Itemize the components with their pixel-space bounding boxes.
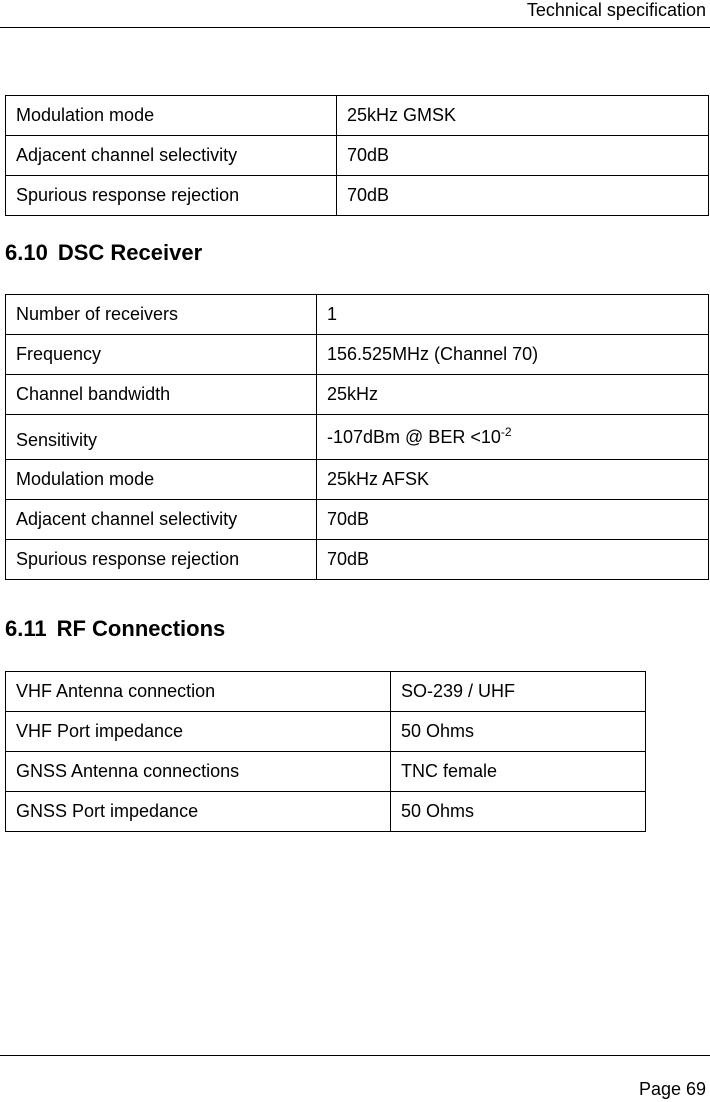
spec-value: TNC female	[391, 752, 646, 792]
table-row	[6, 500, 709, 540]
spec-value: 70dB	[317, 540, 709, 580]
spec-value: 25kHz	[317, 375, 709, 415]
modulation-spec-table	[5, 95, 709, 216]
table-row	[6, 672, 646, 712]
spec-value: 70dB	[317, 500, 709, 540]
table-row	[6, 375, 709, 415]
section-heading-dsc-receiver	[5, 240, 202, 266]
spec-label: VHF Port impedance	[6, 712, 391, 752]
sensitivity-exponent: -2	[500, 424, 512, 439]
spec-label: Adjacent channel selectivity	[6, 136, 337, 176]
spec-value: 70dB	[337, 176, 709, 216]
section-number: 6.11	[5, 616, 47, 641]
table-row	[6, 136, 709, 176]
section-title: RF Connections	[56, 616, 226, 641]
table-row	[6, 295, 709, 335]
header-divider	[0, 27, 710, 28]
spec-value: SO-239 / UHF	[391, 672, 646, 712]
spec-value: 25kHz GMSK	[337, 96, 709, 136]
table-row	[6, 335, 709, 375]
spec-label: Spurious response rejection	[6, 540, 317, 580]
spec-value: 50 Ohms	[391, 792, 646, 832]
section-title: DSC Receiver	[57, 240, 203, 265]
table-row	[6, 176, 709, 216]
table-row	[6, 96, 709, 136]
spec-label: VHF Antenna connection	[6, 672, 391, 712]
section-number: 6.10	[5, 240, 48, 265]
spec-label	[6, 415, 317, 460]
spec-value	[317, 415, 709, 460]
spec-label: Number of receivers	[6, 295, 317, 335]
page-header-title: Technical specification	[526, 0, 706, 20]
spec-value: 156.525MHz (Channel 70)	[317, 335, 709, 375]
dsc-receiver-spec-table	[5, 294, 709, 580]
table-row	[6, 460, 709, 500]
spec-label: Modulation mode	[6, 96, 337, 136]
spec-label: GNSS Port impedance	[6, 792, 391, 832]
spec-value: 70dB	[337, 136, 709, 176]
table-row	[6, 415, 709, 460]
rf-connections-spec-table	[5, 671, 646, 832]
spec-label: GNSS Antenna connections	[6, 752, 391, 792]
table-row	[6, 712, 646, 752]
table-row	[6, 792, 646, 832]
spec-label: Spurious response rejection	[6, 176, 337, 216]
spec-label: Modulation mode	[6, 460, 317, 500]
spec-label: Frequency	[6, 335, 317, 375]
footer-divider	[0, 1055, 710, 1056]
sensitivity-value: -107dBm @ BER <10	[327, 426, 501, 447]
spec-value: 25kHz AFSK	[317, 460, 709, 500]
spec-label: Adjacent channel selectivity	[6, 500, 317, 540]
spec-value: 50 Ohms	[391, 712, 646, 752]
table-row	[6, 752, 646, 792]
spec-value: 1	[317, 295, 709, 335]
page-number: Page 69	[638, 1079, 706, 1099]
section-heading-rf-connections	[5, 616, 225, 642]
table-row	[6, 540, 709, 580]
spec-label: Channel bandwidth	[6, 375, 317, 415]
sensitivity-label: Sensitivity	[16, 429, 98, 450]
